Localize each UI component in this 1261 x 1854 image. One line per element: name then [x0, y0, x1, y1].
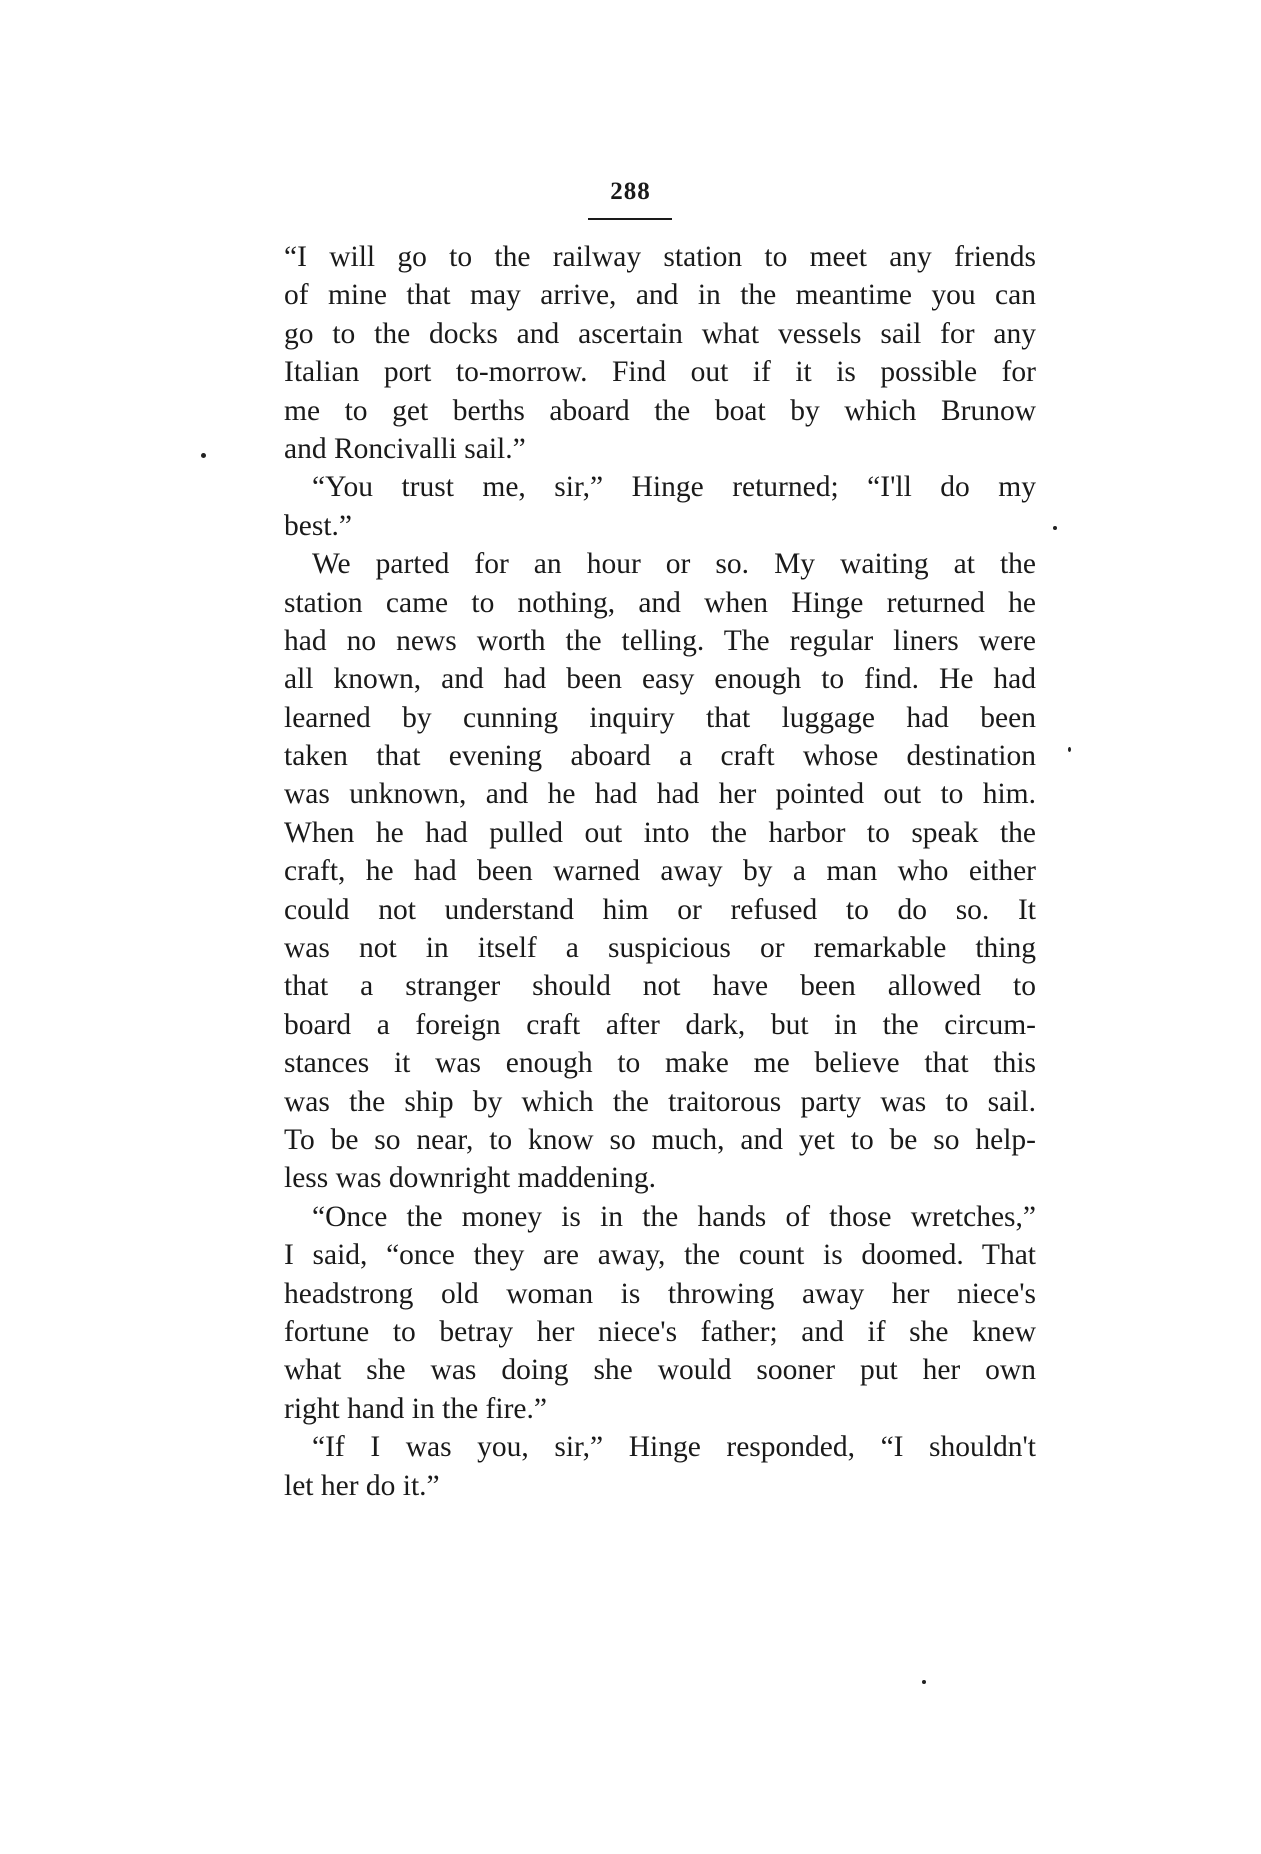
- page-number-rule: [588, 218, 672, 220]
- text-line: We parted for an hour or so. My waiting at the: [312, 548, 1036, 581]
- text-line: headstrong old woman is throwing away her niece's: [284, 1277, 1036, 1310]
- text-line: Italian port to-morrow. Find out if it is possible for: [284, 356, 1036, 389]
- text-line: best.”: [284, 509, 352, 542]
- scan-speck: [1053, 526, 1057, 530]
- scan-speck: [1068, 747, 1071, 752]
- text-line: stances it was enough to make me believe that this: [284, 1047, 1036, 1080]
- text-line: was unknown, and he had had her pointed out to him.: [284, 778, 1036, 811]
- text-line: what she was doing she would sooner put her own: [284, 1354, 1036, 1387]
- text-line: fortune to betray her niece's father; and if she knew: [284, 1315, 1036, 1348]
- text-line: was the ship by which the traitorous party was to sail.: [284, 1085, 1036, 1118]
- text-line: taken that evening aboard a craft whose destination: [284, 740, 1036, 773]
- page-number: 288: [610, 178, 651, 205]
- text-line: To be so near, to know so much, and yet to be so help-: [284, 1123, 1036, 1156]
- text-line: station came to nothing, and when Hinge returned he: [284, 586, 1036, 619]
- text-line: board a foreign craft after dark, but in the circum-: [284, 1008, 1036, 1041]
- text-line: go to the docks and ascertain what vessels sail for any: [284, 317, 1036, 350]
- text-line: could not understand him or refused to do so. It: [284, 893, 1036, 926]
- text-line: that a stranger should not have been allowed to: [284, 970, 1036, 1003]
- text-line: “If I was you, sir,” Hinge responded, “I shouldn't: [312, 1431, 1036, 1464]
- text-line: had no news worth the telling. The regular liners were: [284, 624, 1036, 657]
- text-line: I said, “once they are away, the count is doomed. That: [284, 1239, 1036, 1272]
- text-line: let her do it.”: [284, 1469, 440, 1502]
- text-line: me to get berths aboard the boat by which Brunow: [284, 394, 1036, 427]
- text-line: “Once the money is in the hands of those wretches,”: [312, 1200, 1036, 1233]
- text-line: was not in itself a suspicious or remarkable thing: [284, 932, 1036, 965]
- text-line: right hand in the fire.”: [284, 1392, 547, 1425]
- scan-speck: [201, 453, 206, 458]
- text-line: “You trust me, sir,” Hinge returned; “I'll do my: [312, 471, 1036, 504]
- text-line: all known, and had been easy enough to find. He had: [284, 663, 1036, 696]
- text-line: “I will go to the railway station to meet any friends: [284, 241, 1036, 273]
- text-line: When he had pulled out into the harbor to speak the: [284, 816, 1036, 849]
- body-text: [284, 238, 1036, 1505]
- text-line: craft, he had been warned away by a man who either: [284, 855, 1036, 888]
- text-line: and Roncivalli sail.”: [284, 432, 526, 465]
- text-line: learned by cunning inquiry that luggage had been: [284, 701, 1036, 734]
- text-line: of mine that may arrive, and in the meantime you can: [284, 279, 1036, 312]
- text-line: less was downright maddening.: [284, 1162, 656, 1195]
- scan-speck: [922, 1680, 926, 1684]
